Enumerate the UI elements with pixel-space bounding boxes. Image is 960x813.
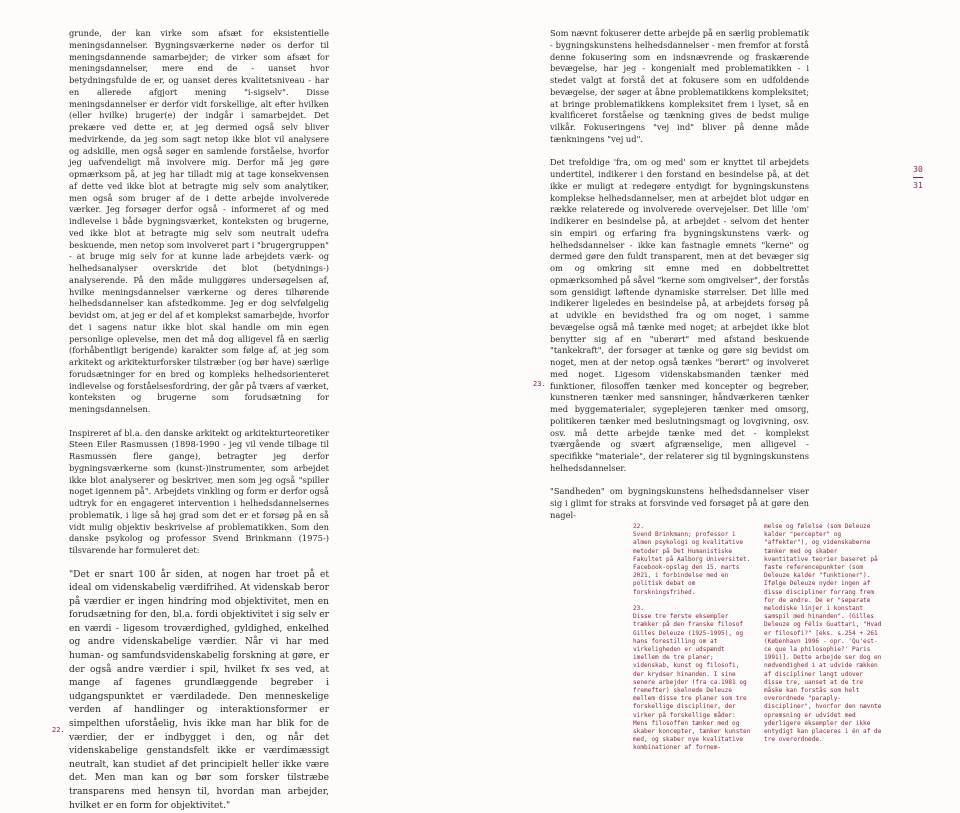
page-number-left: 30 (913, 165, 923, 174)
footnotes-column-left (633, 523, 753, 761)
body-paragraph: grunde, der kan virke som afsæt for eksistentielle meningsdannelser. Bygningsværkerne nøder os derfor til meningsdannende samarbejder; de virker som afsæt for meningsdannelser, mere end de - uanset hvor betydningsfulde de er, og uanset deres kvalitetsniveau - har en allerede afgjort mening "i-sigselv". Disse meningsdannelser er derfor vidt forskellige, alt efter hvilken (eller hvilke) bruger(e) der indgår i samarbejdet. Det prekære ved dette er, at jeg dermed også selv bliver medvirkende, da jeg som sagt netop ikke blot vil analysere og adskille, men også søger en samlende forståelse, hvorfor jeg uafvendeligt må involvere mig. Derfor må jeg gøre opmærksom på, at jeg har tilladt mig at tage konsekvensen af dette ved ikke blot at betragte mig selv som analytiker, men også som bruger af de i dette arbejde involverede værker. Jeg forsøger derfor også - informeret af og med indlevelse i både bygningsværket, konteksten og brugerne, ved ikke blot at betragte mig selv som neutralt udefra beskuende, men netop som involveret part i "brugergruppen" - at bruge mig selv for at kunne lade arbejdets værk- og helhedsanalyser overskride det blot (betydnings-) analyserende. På den måde muliggøres undersøgelsen af, hvilke meningsdannelser værkerne og deres tilhørende helhedsdannelser kan afstedkomme. Jeg er dog selvfølgelig bevidst om, at jeg er del af et komplekst samarbejde, hvorfor det i sagens natur ikke blot skal handle om min egen personlige oplevelse, men det må dog alligevel få en særlig (forhåbentligt berigende) karakter som følge af, at jeg som arkitekt og arkitekturforsker tilstræber (og bør have) særlige forudsætninger for en bred og kompleks helhedsorienteret indlevelse og forståelsesfordring, der går på tværs af værket, konteksten og brugerne som forudsætning for meningsdannelsen. (69, 28, 329, 416)
footnote-marker: 23. (533, 380, 546, 388)
page-number-divider (913, 177, 923, 178)
body-paragraph: Det trefoldige 'fra, om og med' som er knyttet til arbejdets undertitel, indikerer i den forstand en besindelse på, at det ikke er muligt at redegøre entydigt for bygningskunstens komplekse helhedsdannelser, men at arbejdet blot udgør en række relaterede og involverede overvejelser. Det lille 'om' indikerer en besindelse på, at arbejdet - selvom det henter sin empiri og erfaring fra bygningskunstens værk- og helhedsdannelser - ikke kan fastnagle emnets "kerne" og dermed gøre den fuldt transparent, men at det bevæger sig om og omkring sit emne med en dobbeltrettet opmærksomhed på såvel "kerne som omgivelser", der forstås som gensidigt løftende dynamiske størrelser. Det lille med indikerer ligeledes en besindelse på, at arbejdets forsøg på at udvikle en bevidsthed fra og om noget, i samme bevægelse også må tænke med noget; at arbejdet ikke blot benytter sig af en "uberørt" med afstand beskuende "tankekraft", der forsøger at tænke og gøre sig bevidst om noget, men at der netop også tænkes "berørt" og involveret med noget. Ligesom videnskabsmanden tænker med funktioner, filosoffen tænker med koncepter og begreber, kunstneren tænker med sansninger, håndværkeren tænker med byggematerialer, sygeplejeren tænker med omsorg, politikeren tænker med beslutningsmagt og lovgivning, osv. osv. må dette arbejde tænke med det - komplekst tværgående og svært afgrænselige, men alligevel - specifikke "materiale", der relaterer sig til bygningskunstens helhedsdannelser. (550, 157, 809, 474)
body-paragraph: Som nævnt fokuserer dette arbejde på en særlig problematik - bygningskunstens helhedsdannelser - men fremfor at forstå denne fokusering som en indsnævrende og fraskærende bevægelse, har jeg - kongenialt med problematikken - i stedet valgt at forstå det at fokusere som en udfoldende bevægelse, der søger at åbne problematikkens kompleksitet; at bringe problematikkens kompleksitet frem i lyset, så en kvalificeret forståelse og tænkning gives de bedst mulige vilkår. Fokuseringens "vej ind" bliver på denne måde tænkningens "vej ud". (550, 28, 809, 146)
left-page-text (69, 28, 329, 813)
body-paragraph: "Sandheden" om bygningskunstens helhedsdannelser viser sig i glimt for straks at forsvinde ved forsøget på at gøre den nagel- (550, 486, 809, 521)
page-number-right: 31 (913, 181, 923, 190)
footnote-continuation: melse og følelse (som Deleuze kalder "percepter" og "affekter"), og videnskaberne tænker med og skaber kvantitative teorier baseret på faste referencepunkter (som Deleuze kalder "funktioner"). Ifølge Deleuze nyder ingen af disse discipliner forrang frem for de andre. De er "separate melodiske linjer i konstant samspil med hinanden". (Gilles Deleuze og Félix Guattari, "Hvad er filosofi?" [eks. s.254 + 261 (København 1996 - opr. 'Qu'est-ce que la philosophie?' Paris 1991)]. Dette arbejde ser dog en nødvendighed i at udvide rækken af discipliner langt udover disse tre, uanset at de tre måske kan forstås som helt overordnede "paraply-discipliner", hvorfor den nævnte opremsning er udvidet med yderligere eksempler der ikke entydigt kan placeres i én af de tre overordnede. (764, 523, 884, 744)
footnote: 22. Svend Brinkmann; professor i almen psykologi og kvalitative metoder på Det Humanistiske Fakultet på Aalborg Universitet. Facebook-opslag den 15. marts 2021, i forbindelse med en politisk debat om forskningsfrihed. (633, 523, 753, 597)
block-quote: "Det er snart 100 år siden, at nogen har troet på et ideal om videnskabelig værdifrihed. At videnskab beror på værdier er ingen hindring mod objektivitet, men en forudsætning for den, bl.a. fordi objektivitet i sig selv er en værdi - ligesom troværdighed, gyldighed, enkelhed og andre videnskabelige værdier. Når vi har med human- og samfundsvidenskabelig forskning at gøre, er der også andre værdier i spil, hvilket fx ses ved, at mange af fagenes grundlæggende begreber i udgangspunktet er værdiladede. Den menneskelige verden af handlinger og interaktionsformer er simpelthen uforståelig, hvis ikke man har blik for de værdier, der er indbygget i den, og når det videnskabelige genstandsfelt ikke er værdimæssigt neutralt, kan studiet af det principielt heller ikke være det. Men man kan og bør som forsker tilstræbe transparens med hensyn til, hvordan man arbejder, hvilket er en form for objektivitet." (69, 569, 329, 813)
footnotes-column-right (764, 523, 884, 753)
footnote-marker: 22. (52, 726, 65, 734)
page-numbers (911, 164, 925, 191)
footnote: 23. Disse tre første eksempler trækker på den franske filosof Gilles Deleuze (1925-1995), og hans forestilling om at virkeligheden er udspændt imellem de tre planer; videnskab, kunst og filosofi, der krydser hinanden. I sine senere arbejder (fra ca.1981 og fremefter) skelnede Deleuze mellem disse tre planer som tre forskellige discipliner, der virker på forskellige måder: Mens filosoffen tænker med og skaber koncepter, tænker kunsten med, og skaber nye kvalitative kombinationer af fornem- (633, 605, 753, 753)
body-paragraph: Inspireret af bl.a. den danske arkitekt og arkitekturteoretiker Steen Eiler Rasmussen (1898-1990 - jeg vil vende tilbage til Rasmussen flere gange), betragter jeg derfor bygningsværkerne som (kunst-)instrumenter, som arbejdet ikke blot analyserer og beskriver, men som jeg også "spiller noget igennem på". Arbejdets vinkling og form er derfor også udtryk for en engageret intervention i helhedsdannelsernes problematik, i lige så høj grad som det er et forsøg på en så vidt mulig objektiv beskrivelse af problematikken. Som den danske psykolog og professor Svend Brinkmann (1975-) tilsvarende har formuleret det: (69, 428, 329, 557)
right-page-text (550, 28, 809, 522)
